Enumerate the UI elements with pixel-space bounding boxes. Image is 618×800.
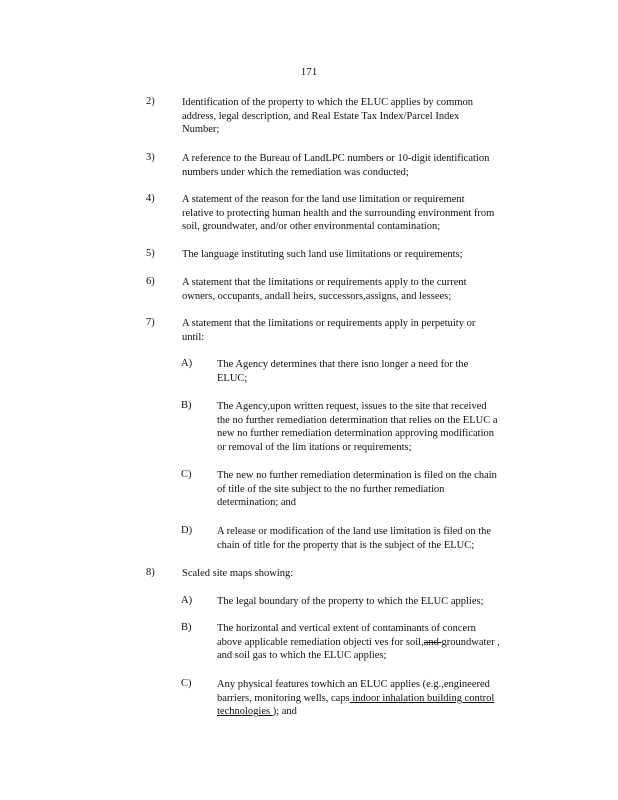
item-number: 7)	[146, 317, 155, 328]
item-line-text: barriers, monitoring wells, caps	[217, 692, 350, 704]
item-line	[217, 705, 297, 719]
item-line: numbers under which the remediation was conducted;	[182, 166, 409, 178]
underlined-text: technologies	[217, 706, 273, 718]
item-number: B)	[181, 400, 192, 411]
item-line: new no further remediation determination approving modification	[217, 428, 494, 440]
item-line	[217, 692, 494, 706]
item-line: determination; and	[217, 497, 297, 509]
item-line: The Agency determines that there isno longer a need for the	[217, 359, 469, 370]
item-number: 5)	[146, 248, 155, 259]
item-number: C)	[181, 469, 192, 480]
item-line: until:	[182, 331, 205, 343]
item-line: The language instituting such land use limitations or requirements;	[182, 249, 463, 260]
item-line: A release or modification of the land use limitation is filed on the	[217, 526, 492, 537]
item-line: A statement that the limitations or requirements apply in perpetuity or	[182, 318, 476, 329]
item-line: and soil gas to which the ELUC applies;	[217, 650, 387, 662]
item-line: The horizontal and vertical extent of contaminants of concern	[217, 623, 476, 634]
item-line: The legal boundary of the property to which the ELUC applies;	[217, 596, 484, 607]
item-line: of title of the site subject to the no further remediation	[217, 483, 445, 495]
item-line: A reference to the Bureau of LandLPC numbers or 10-digit identification	[182, 153, 490, 164]
item-line: Identification of the property to which the ELUC applies by common	[182, 97, 474, 108]
item-number: A)	[181, 358, 193, 369]
item-line: Scaled site maps showing:	[182, 568, 294, 579]
underlined-text: indoor inhalation building control	[349, 692, 495, 704]
item-line: soil, groundwater, and/or other environmental contamination;	[182, 221, 441, 233]
item-number: B)	[181, 622, 192, 633]
item-line: chain of title for the property that is the subject of the ELUC;	[217, 539, 475, 551]
item-number: 8)	[146, 567, 155, 578]
item-line: The Agency,upon written request, issues to the site that received	[217, 401, 487, 412]
item-number: C)	[181, 678, 192, 689]
item-number: D)	[181, 525, 193, 536]
item-line	[217, 636, 500, 650]
item-line: ELUC;	[217, 372, 248, 384]
item-line: Any physical features towhich an ELUC applies (e.g.,engineered	[217, 679, 490, 690]
item-line: owners, occupants, andall heirs, successors,assigns, and lessees;	[182, 290, 452, 302]
item-line: or removal of the lim itations or requirements;	[217, 441, 412, 453]
item-line: A statement of the reason for the land use limitation or requirement	[182, 194, 465, 205]
item-line: relative to protecting human health and the surrounding environment from	[182, 207, 495, 219]
item-line-text: above applicable remediation objecti ves for soil,	[217, 636, 424, 648]
struck-text: and	[423, 636, 442, 648]
item-line-text: ); and	[272, 706, 297, 718]
item-line: Number;	[182, 124, 220, 136]
item-number: 6)	[146, 276, 155, 287]
item-line: The new no further remediation determination is filed on the chain	[217, 470, 497, 481]
item-line: address, legal description, and Real Estate Tax Index/Parcel Index	[182, 110, 460, 122]
item-line: the no further remediation determination that relies on the ELUC a	[217, 414, 498, 426]
item-number: 2)	[146, 96, 155, 107]
item-number: 4)	[146, 193, 155, 204]
page-number: 171	[300, 66, 318, 78]
item-number: 3)	[146, 152, 155, 163]
item-line: A statement that the limitations or requirements apply to the current	[182, 277, 467, 288]
item-number: A)	[181, 595, 193, 606]
item-line-text: groundwater ,	[441, 636, 500, 648]
